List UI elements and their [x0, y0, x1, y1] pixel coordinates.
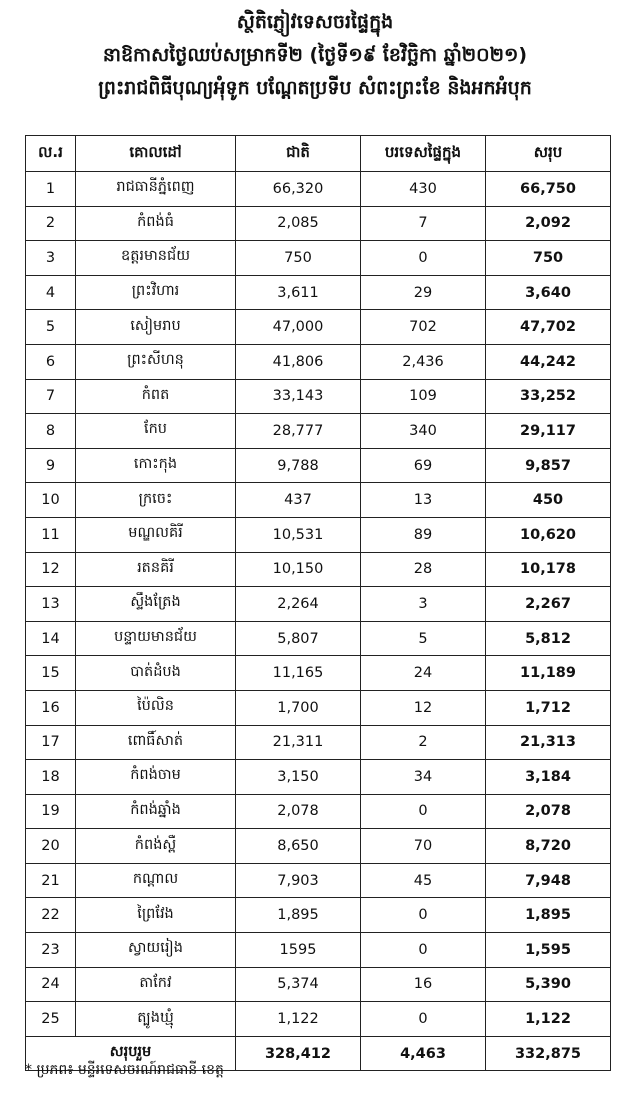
destination-name: រតនគិរី — [76, 552, 236, 587]
document-subtitle: នាឱកាសថ្ងៃឈប់សម្រាកទី២ (ថ្ងៃទី១៩ ខែវិច្ឆិកា ឆ្នាំ២០២១) — [102, 44, 528, 66]
national-count: 9,788 — [236, 448, 361, 483]
header-total: សរុប — [486, 136, 611, 172]
foreign-count: 340 — [361, 414, 486, 449]
row-number: 16 — [26, 690, 76, 725]
row-number: 6 — [26, 344, 76, 379]
table-row — [26, 933, 611, 968]
total-count: 66,750 — [486, 172, 611, 207]
total-count: 8,720 — [486, 829, 611, 864]
destination-name: ស្វាយរៀង — [76, 933, 236, 968]
row-number: 21 — [26, 863, 76, 898]
total-count: 750 — [486, 241, 611, 276]
national-count: 3,150 — [236, 760, 361, 795]
table-row — [26, 552, 611, 587]
table-row — [26, 690, 611, 725]
table-row — [26, 760, 611, 795]
destination-name: កំពង់ស្ពឺ — [76, 829, 236, 864]
table-row — [26, 621, 611, 656]
national-count: 5,807 — [236, 621, 361, 656]
national-count: 66,320 — [236, 172, 361, 207]
total-count: 10,620 — [486, 517, 611, 552]
destination-name: កំពង់ឆ្នាំង — [76, 794, 236, 829]
table-row — [26, 310, 611, 345]
foreign-count: 0 — [361, 933, 486, 968]
foreign-count: 7 — [361, 206, 486, 241]
national-count: 1,895 — [236, 898, 361, 933]
row-number: 13 — [26, 587, 76, 622]
total-count: 21,313 — [486, 725, 611, 760]
destination-name: កោះកុង — [76, 448, 236, 483]
header-domestic-foreign: បរទេសផ្ទៃក្នុង — [361, 136, 486, 172]
national-count: 1595 — [236, 933, 361, 968]
row-number: 12 — [26, 552, 76, 587]
row-number: 14 — [26, 621, 76, 656]
table-row — [26, 656, 611, 691]
destination-name: ឧត្តរមានជ័យ — [76, 241, 236, 276]
table-row — [26, 517, 611, 552]
total-count: 1,122 — [486, 1002, 611, 1037]
destination-name: ព្រះវិហារ — [76, 275, 236, 310]
destination-name: ព្រៃវែង — [76, 898, 236, 933]
total-count: 450 — [486, 483, 611, 518]
foreign-count: 0 — [361, 1002, 486, 1037]
table-row — [26, 448, 611, 483]
row-number: 9 — [26, 448, 76, 483]
table-row — [26, 206, 611, 241]
table-row — [26, 1002, 611, 1037]
row-number: 25 — [26, 1002, 76, 1037]
national-count: 28,777 — [236, 414, 361, 449]
total-count: 1,595 — [486, 933, 611, 968]
table-row — [26, 794, 611, 829]
total-count: 5,812 — [486, 621, 611, 656]
national-count: 33,143 — [236, 379, 361, 414]
foreign-count: 109 — [361, 379, 486, 414]
table-row — [26, 414, 611, 449]
destination-name: ព្រះសីហនុ — [76, 344, 236, 379]
national-count: 3,611 — [236, 275, 361, 310]
total-count: 11,189 — [486, 656, 611, 691]
foreign-count: 5 — [361, 621, 486, 656]
title-block — [0, 6, 630, 105]
row-number: 17 — [26, 725, 76, 760]
table-row — [26, 967, 611, 1002]
row-number: 20 — [26, 829, 76, 864]
total-count: 2,078 — [486, 794, 611, 829]
total-count: 1,712 — [486, 690, 611, 725]
destination-name: កំពង់ចាម — [76, 760, 236, 795]
national-count: 2,078 — [236, 794, 361, 829]
total-count: 3,184 — [486, 760, 611, 795]
foreign-count: 69 — [361, 448, 486, 483]
total-count: 2,267 — [486, 587, 611, 622]
foreign-count: 2 — [361, 725, 486, 760]
foreign-count: 12 — [361, 690, 486, 725]
table-row — [26, 379, 611, 414]
foreign-count: 0 — [361, 794, 486, 829]
row-number: 11 — [26, 517, 76, 552]
table-row — [26, 483, 611, 518]
table-row — [26, 898, 611, 933]
national-count: 750 — [236, 241, 361, 276]
destination-name: កំពង់ធំ — [76, 206, 236, 241]
foreign-count: 89 — [361, 517, 486, 552]
table-row — [26, 587, 611, 622]
tourist-statistics-table — [25, 135, 611, 1071]
row-number: 24 — [26, 967, 76, 1002]
row-number: 8 — [26, 414, 76, 449]
total-count: 47,702 — [486, 310, 611, 345]
destination-name: ក្រចេះ — [76, 483, 236, 518]
row-number: 22 — [26, 898, 76, 933]
destination-name: ប៉ៃលិន — [76, 690, 236, 725]
table-row — [26, 863, 611, 898]
row-number: 4 — [26, 275, 76, 310]
national-count: 2,264 — [236, 587, 361, 622]
national-count: 437 — [236, 483, 361, 518]
foreign-count: 13 — [361, 483, 486, 518]
destination-name: មណ្ឌលគិរី — [76, 517, 236, 552]
table-row — [26, 829, 611, 864]
foreign-count: 702 — [361, 310, 486, 345]
total-count: 3,640 — [486, 275, 611, 310]
total-count: 5,390 — [486, 967, 611, 1002]
national-count: 8,650 — [236, 829, 361, 864]
destination-name: បាត់ដំបង — [76, 656, 236, 691]
destination-name: តាកែវ — [76, 967, 236, 1002]
foreign-count: 34 — [361, 760, 486, 795]
row-number: 23 — [26, 933, 76, 968]
table-body — [26, 172, 611, 1037]
row-number: 3 — [26, 241, 76, 276]
total-count: 9,857 — [486, 448, 611, 483]
destination-name: បន្ទាយមានជ័យ — [76, 621, 236, 656]
total-count: 7,948 — [486, 863, 611, 898]
total-count: 1,895 — [486, 898, 611, 933]
destination-name: ស្ទឹងត្រែង — [76, 587, 236, 622]
total-count: 44,242 — [486, 344, 611, 379]
destination-name: ត្បូងឃ្មុំ — [76, 1002, 236, 1037]
national-count: 21,311 — [236, 725, 361, 760]
foreign-count: 28 — [361, 552, 486, 587]
national-count: 1,122 — [236, 1002, 361, 1037]
national-count: 10,531 — [236, 517, 361, 552]
document-event-title: ព្រះរាជពិធីបុណ្យអុំទូក បណ្តែតប្រទីប សំពះព្រះខែ និងអកអំបុក — [98, 77, 532, 99]
national-count: 2,085 — [236, 206, 361, 241]
source-footnote: * ប្រភព៖ មន្ទីរទេសចរណ៍រាជធានី ខេត្ត — [25, 1062, 224, 1078]
foreign-count: 0 — [361, 241, 486, 276]
foreign-count: 45 — [361, 863, 486, 898]
table-row — [26, 275, 611, 310]
foreign-count: 70 — [361, 829, 486, 864]
foreign-count: 430 — [361, 172, 486, 207]
destination-name: សៀមរាប — [76, 310, 236, 345]
row-number: 19 — [26, 794, 76, 829]
row-number: 18 — [26, 760, 76, 795]
foreign-count: 29 — [361, 275, 486, 310]
table-row — [26, 172, 611, 207]
destination-name: រាជធានីភ្នំពេញ — [76, 172, 236, 207]
national-count: 1,700 — [236, 690, 361, 725]
national-count: 10,150 — [236, 552, 361, 587]
foreign-count: 0 — [361, 898, 486, 933]
total-count: 2,092 — [486, 206, 611, 241]
national-count: 7,903 — [236, 863, 361, 898]
total-national: 328,412 — [236, 1036, 361, 1071]
row-number: 10 — [26, 483, 76, 518]
destination-name: ពោធិ៍សាត់ — [76, 725, 236, 760]
foreign-count: 24 — [361, 656, 486, 691]
row-number: 1 — [26, 172, 76, 207]
header-number: ល.រ — [26, 136, 76, 172]
national-count: 5,374 — [236, 967, 361, 1002]
table-row — [26, 725, 611, 760]
national-count: 47,000 — [236, 310, 361, 345]
national-count: 11,165 — [236, 656, 361, 691]
destination-name: កណ្តាល — [76, 863, 236, 898]
destination-name: កែប — [76, 414, 236, 449]
row-number: 5 — [26, 310, 76, 345]
header-destination: គោលដៅ — [76, 136, 236, 172]
table-header-row — [26, 136, 611, 172]
table-row — [26, 241, 611, 276]
national-count: 41,806 — [236, 344, 361, 379]
document-title: ស្ថិតិភ្ញៀវទេសចរផ្ទៃក្នុង — [236, 11, 394, 33]
row-number: 15 — [26, 656, 76, 691]
row-number: 7 — [26, 379, 76, 414]
table-row — [26, 344, 611, 379]
header-national: ជាតិ — [236, 136, 361, 172]
total-grand: 332,875 — [486, 1036, 611, 1071]
total-foreign: 4,463 — [361, 1036, 486, 1071]
total-label: សរុបរួម — [26, 1036, 236, 1071]
total-count: 33,252 — [486, 379, 611, 414]
foreign-count: 16 — [361, 967, 486, 1002]
row-number: 2 — [26, 206, 76, 241]
total-count: 10,178 — [486, 552, 611, 587]
total-count: 29,117 — [486, 414, 611, 449]
destination-name: កំពត — [76, 379, 236, 414]
foreign-count: 3 — [361, 587, 486, 622]
foreign-count: 2,436 — [361, 344, 486, 379]
